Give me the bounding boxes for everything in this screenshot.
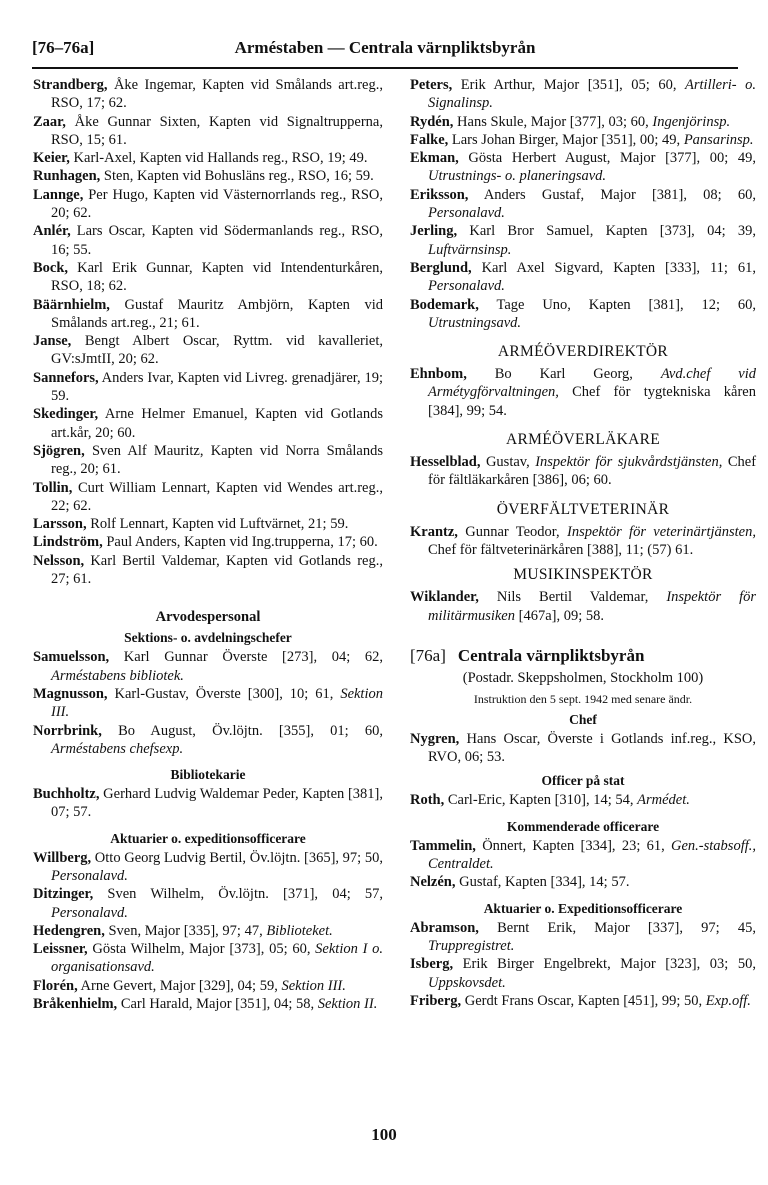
entry-assignment: Luftvärnsinsp. [428,241,512,258]
entry-details: Paul Anders, Kapten vid Ing.trupperna, 17; 60. [102,534,378,551]
entry-assignment: Sektion II. [317,996,378,1013]
list-entry [410,113,756,131]
entry-surname: Falke, [410,131,449,148]
bibliotekarie-list [33,785,383,822]
cvb-aktuarier-list [410,919,756,1010]
entry-surname: Runhagen, [33,168,101,185]
entry-assignment: Utrustnings- o. planeringsavd. [428,168,607,185]
entry-surname: Florén, [33,977,78,994]
list-entry [33,922,383,940]
entry-assignment: Exp.off. [705,992,751,1009]
entry-assignment: Biblioteket. [266,922,333,939]
entry-surname: Anlér, [33,223,71,240]
entry-surname: Samuelsson, [33,649,110,666]
entry-assignment: Personalavd. [51,904,128,921]
entry-details: Curt William Lennart, Kapten vid Wendes art.reg., 22; 62. [51,479,383,514]
entry-details: Sven Alf Mauritz, Kapten vid Norra Smålands reg., 20; 61. [51,442,383,478]
entry-details: Karl Erik Gunnar, Kapten vid Intendenturkåren, RSO, 18; 62. [51,259,383,295]
list-entry [33,222,383,259]
entry-details: Carl Harald, Major [351], 04; 58, [117,996,318,1013]
musikinspektor-heading: MUSIKINSPEKTÖR [513,566,653,584]
entry-surname: Ekman, [410,150,459,167]
list-entry [33,405,383,442]
list-entry [410,222,756,259]
entry-details: Arne Helmer Emanuel, Kapten vid Gotlands art.kår, 20; 60. [51,406,383,441]
entry-surname: Ditzinger, [33,886,94,903]
entry-details: Gerdt Frans Oscar, Kapten [451], 99; 50, [461,992,706,1009]
running-header [32,38,738,62]
armeoverlakare-heading: ARMÉÖVERLÄKARE [505,431,661,449]
entry-surname: Bodemark, [410,296,479,313]
overfaltveterinar-heading: ÖVERFÄLTVETERINÄR [496,500,670,518]
list-entry [33,259,383,296]
entry-surname: Lannge, [33,186,84,203]
entry-assignment: Sektion I o. organisationsavd. [51,941,383,976]
entry-details: Karl Bror Samuel, Kapten [373], 04; 39, [457,223,756,240]
list-entry [410,186,756,223]
entry-details: Anders Ivar, Kapten vid Livreg. grenadjärer, 19; 59. [51,369,383,405]
list-entry [33,785,383,822]
entry-surname: Zaar, [33,113,66,130]
overfaltveterinar-entry: Krantz, Gunnar Teodor, Inspektör för veterinärtjänsten, Chef för fältveterinärkåren [388], 11; (57) 61. [410,523,756,558]
entry-details: Lars Oscar, Kapten vid Södermanlands reg., RSO, 16; 55. [51,223,383,258]
kommenderade-list [410,837,756,892]
bibliotekarie-heading: Bibliotekarie [170,767,246,783]
list-entry [410,992,756,1010]
entry-details: Gerhard Ludvig Waldemar Peder, Kapten [381], 07; 57. [51,786,383,821]
entry-surname: Lindström, [33,534,103,551]
cvb-instruction-note: Instruktion den 5 sept. 1942 med senare ändr. [473,691,693,706]
entry-surname: Skedinger, [33,406,99,423]
cvb-aktuarier-heading: Aktuarier o. Expeditionsofficerare [483,900,683,916]
entry-surname: Magnusson, [33,685,108,702]
list-entry [33,442,383,479]
entry-surname: Berglund, [410,259,472,276]
entry-details: Sven, Major [335], 97; 47, [104,922,267,939]
cvb-postal-address: (Postadr. Skeppsholmen, Stockholm 100) [462,669,704,686]
list-entry [410,76,756,113]
entry-assignment: Truppregistret. [428,937,515,954]
entry-details: Karl Bertil Valdemar, Kapten vid Gotlands reg., 27; 61. [51,552,383,588]
entry-details: Bengt Albert Oscar, Ryttm. vid kavalleriet, GV:sJmtII, 20; 62. [51,333,383,368]
entry-surname: Bäärnhielm, [33,296,110,313]
cvb-section-number: [76a] [410,645,446,665]
entry-surname: Abramson, [410,919,479,936]
staff-list [33,76,383,588]
list-entry [33,515,383,533]
entry-details: Åke Ingemar, Kapten vid Smålands art.reg., RSO, 17; 62. [51,77,383,112]
entry-surname: Bråkenhielm, [33,996,118,1013]
entry-details: Gösta Herbert August, Major [377], 00; 49, [458,150,756,167]
entry-details: Lars Johan Birger, Major [351], 00; 49, [448,131,684,148]
cvb-title-row [410,645,756,667]
list-entry [33,167,383,185]
entry-surname: Eriksson, [410,186,469,203]
entry-details: Gösta Wilhelm, Major [373], 05; 60, [87,941,316,958]
entry-details: Åke Gunnar Sixten, Kapten vid Signaltrupperna, RSO, 15; 61. [51,113,383,148]
entry-surname: Jerling, [410,223,458,240]
right-column [410,76,756,1010]
entry-surname: Janse, [33,333,72,350]
entry-surname: Strandberg, [33,77,108,93]
entry-assignment: Arméstabens chefsexp. [51,740,184,757]
staff-list-continued [410,76,756,332]
entry-details: Tage Uno, Kapten [381], 12; 60, [478,296,756,313]
chef-heading: Chef [569,711,597,727]
entry-surname: Isberg, [410,956,454,973]
entry-assignment: Personalavd. [428,205,505,222]
entry-assignment: Personalavd. [428,278,505,295]
list-entry [410,955,756,992]
entry-surname: Peters, [410,77,453,93]
page-number: 100 [371,1125,397,1144]
sektionschefer-heading: Sektions- o. avdelningschefer [124,630,292,646]
entry-surname: Rydén, [410,113,454,130]
sektionschefer-list [33,648,383,758]
entry-details: Rolf Lennart, Kapten vid Luftvärnet, 21; 59. [86,516,349,533]
entry-surname: Hedengren, [33,922,105,939]
list-entry [33,296,383,333]
list-entry [33,479,383,516]
list-entry [410,919,756,956]
entry-assignment: Sektion III. [281,977,346,994]
list-entry [33,885,383,922]
entry-details: Sven Wilhelm, Öv.löjtn. [371], 04; 57, [93,886,383,903]
list-entry [33,552,383,589]
entry-assignment: Gen.-stabsoff., Centraldet. [428,837,756,873]
list-entry [410,873,756,891]
list-entry [410,131,756,149]
entry-details: Bernt Erik, Major [337], 97; 45, [478,919,756,936]
entry-surname: Keier, [33,150,70,167]
arvodespersonal-heading: Arvodespersonal [155,609,261,626]
entry-details: Sten, Kapten vid Bohusläns reg., RSO, 16; 59. [100,168,374,185]
entry-details: Karl-Gustav, Överste [300], 10; 61, [107,685,341,702]
list-entry [33,995,383,1013]
musikinspektor-entry: Wiklander, Nils Bertil Valdemar, Inspektör för militärmusiken [467a], 09; 58. [410,589,756,624]
chef-entry: Nygren, Hans Oscar, Överste i Gotlands inf.reg., KSO, RVO, 06; 53. [410,730,756,766]
entry-surname: Norrbrink, [33,722,102,739]
list-entry [33,648,383,685]
entry-details: Karl-Axel, Kapten vid Hallands reg., RSO, 19; 49. [69,150,368,167]
list-entry [410,296,756,333]
officer-pa-stat-entry: Roth, Carl-Eric, Kapten [310], 14; 54, Armédet. [410,792,690,809]
list-entry [33,849,383,886]
list-entry [33,977,383,995]
entry-details: Önnert, Kapten [334], 23; 61, [475,837,672,854]
list-entry [410,259,756,296]
list-entry [33,722,383,759]
entry-surname: Bock, [33,259,69,276]
cvb-title: Centrala värnpliktsbyrån [457,645,645,665]
entry-details: Gustaf Mauritz Ambjörn, Kapten vid Smålands art.reg., 21; 61. [51,296,383,331]
entry-details: Erik Birger Engelbrekt, Major [323], 03; 50, [453,956,756,973]
entry-details: Otto Georg Ludvig Bertil, Öv.löjtn. [365], 97; 50, [91,849,383,866]
list-entry [33,186,383,223]
list-entry [33,940,383,977]
entry-assignment: Uppskovsdet. [428,974,506,991]
list-entry [33,113,383,150]
armeoverdirektor-entry: Ehnbom, Bo Karl Georg, Avd.chef vid Armétygförvaltningen, Chef för tygtekniska kåren [384], 99; 54. [410,366,756,419]
running-title: Arméstaben — Centrala värnpliktsbyrån [234,38,536,57]
entry-assignment: Arméstabens bibliotek. [51,667,184,684]
list-entry [33,369,383,406]
entry-details: Karl Gunnar Överste [273], 04; 62, [109,649,383,666]
kommenderade-heading: Kommenderade officerare [506,818,660,834]
entry-details: Bo August, Öv.löjtn. [355], 01; 60, [101,722,383,739]
armeoverlakare-entry: Hesselblad, Gustav, Inspektör för sjukvårdstjänsten, Chef för fältläkarkåren [386], 06; 60. [410,454,757,489]
entry-surname: Tammelin, [410,837,476,854]
entry-surname: Larsson, [33,516,87,533]
entry-surname: Friberg, [410,992,462,1009]
left-column [33,76,383,1013]
aktuarier-heading: Aktuarier o. expeditionsofficerare [110,830,306,846]
entry-details: Arne Gevert, Major [329], 04; 59, [77,977,282,994]
entry-assignment: Personalavd. [51,867,128,884]
list-entry [410,837,756,874]
entry-surname: Nelzén, [410,874,456,891]
header-rule [32,67,738,69]
section-reference: [76–76a] [32,38,95,57]
entry-details: Per Hugo, Kapten vid Västernorrlands reg., RSO, 20; 62. [51,186,383,222]
entry-details: Gustaf, Kapten [334], 14; 57. [455,874,630,891]
list-entry [33,332,383,369]
entry-surname: Willberg, [33,849,92,866]
entry-surname: Sjögren, [33,442,85,459]
entry-surname: Sannefors, [33,369,99,386]
list-entry [33,533,383,551]
entry-details: Hans Skule, Major [377], 03; 60, [453,113,653,130]
entry-assignment: Artilleri- o. Signalinsp. [428,77,756,112]
entry-surname: Leissner, [33,941,88,958]
entry-details: Erik Arthur, Major [351], 05; 60, [452,77,686,93]
aktuarier-list [33,849,383,1014]
list-entry [33,685,383,722]
entry-surname: Tollin, [33,479,73,496]
list-entry [33,149,383,167]
entry-details: Anders Gustaf, Major [381], 08; 60, [468,186,756,203]
entry-assignment: Ingenjörinsp. [652,113,731,130]
entry-surname: Buchholtz, [33,786,100,803]
list-entry [410,149,756,186]
list-entry [33,76,383,113]
entry-assignment: Pansarinsp. [683,131,754,148]
entry-details: Karl Axel Sigvard, Kapten [333], 11; 61, [471,259,756,276]
entry-assignment: Utrustningsavd. [428,314,522,331]
entry-surname: Nelsson, [33,552,85,569]
armeoverdirektor-heading: ARMÉÖVERDIREKTÖR [497,343,669,361]
entry-assignment: Sektion III. [51,685,383,721]
officer-pa-stat-heading: Officer på stat [541,773,625,789]
